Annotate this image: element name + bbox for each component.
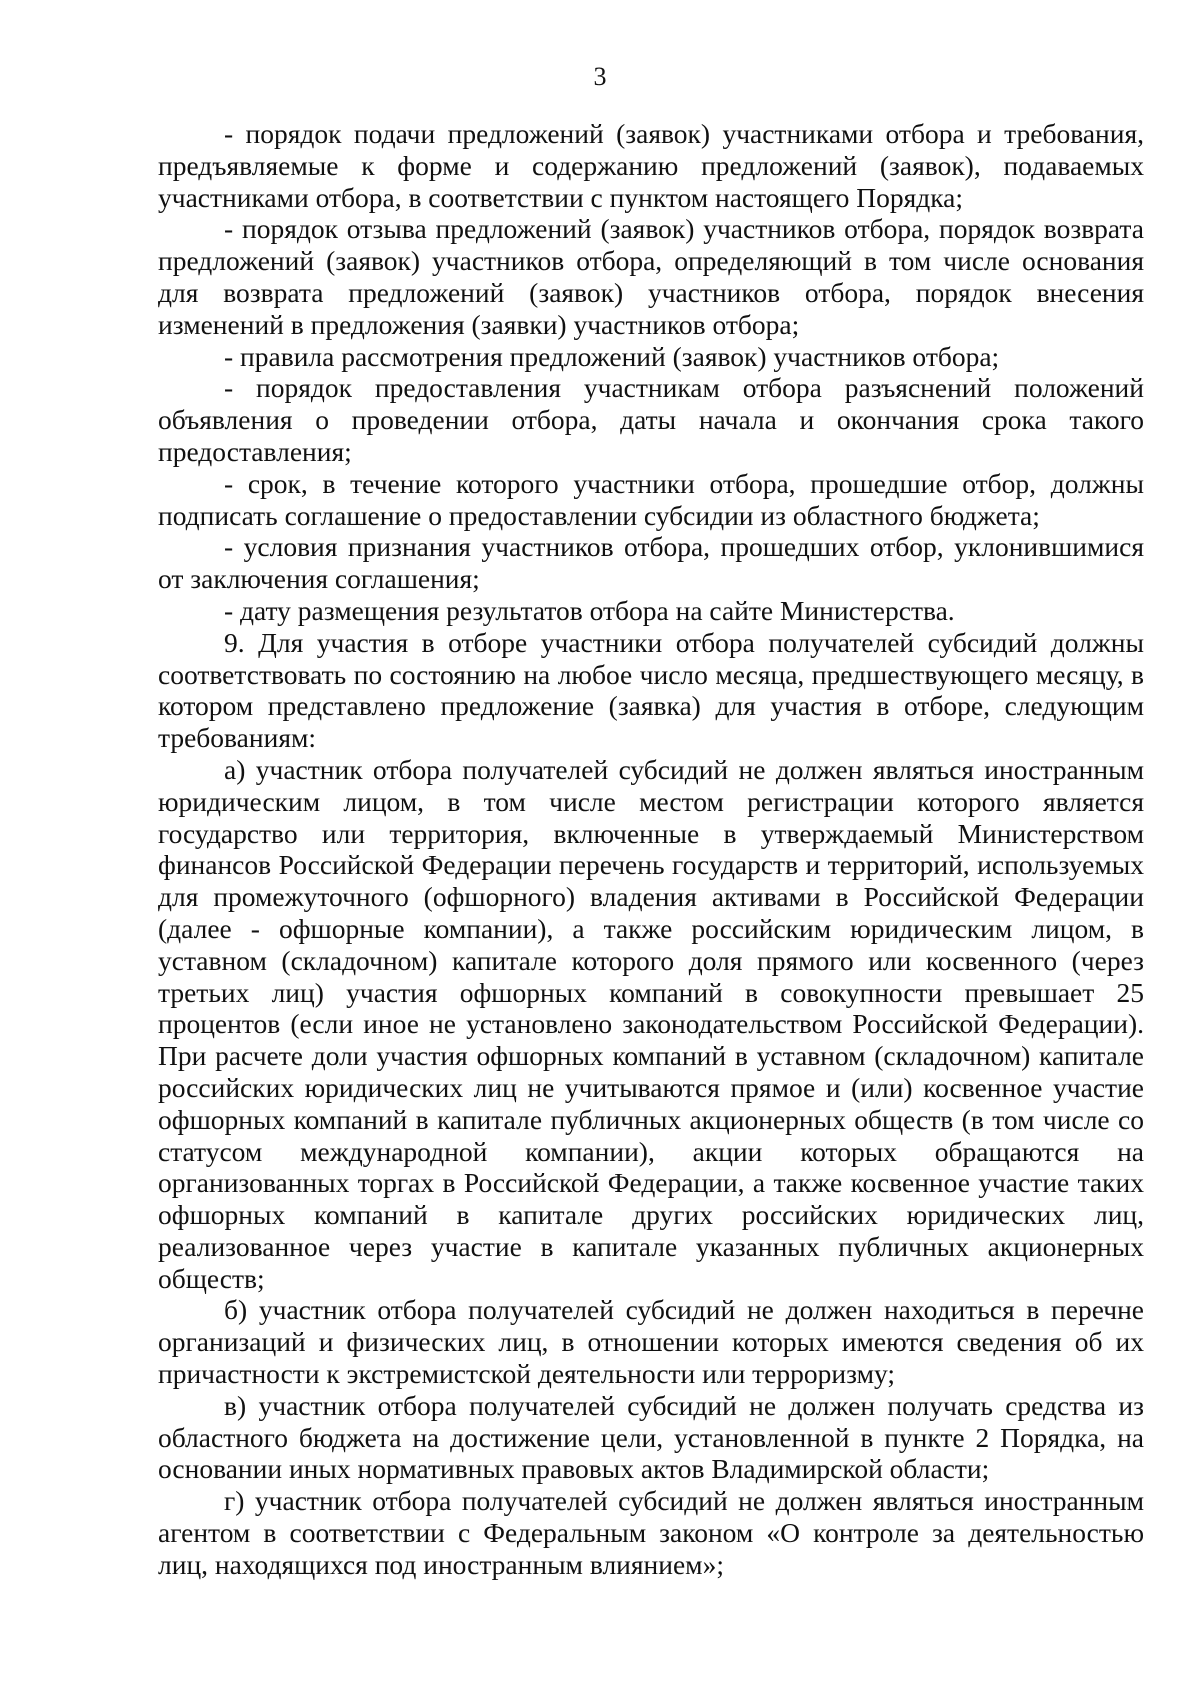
paragraph-item-a: а) участник отбора получателей субсидий не должен являться иностранным юридическим лицом, в том числе местом регистрации которого является государство или территория, включенные в утверждаемый Министерством финансов Российской Федерации перечень государств и территорий, используемых для промежуточного (офшорного) владения активами в Российской Федерации (далее - офшорные компании), а также российским юридическим лицом, в уставном (складочном) капитале которого доля прямого или косвенного (через третьих лиц) участия офшорных компаний в совокупности превышает 25 процентов (если иное не установлено законодательством Российской Федерации). При расчете доли участия офшорных компаний в уставном (складочном) капитале российских юридических лиц не учитываются прямое и (или) косвенное участие офшорных компаний в капитале публичных акционерных обществ (в том числе со статусом международной компании), акции которых обращаются на организованных торгах в Российской Федерации, а также косвенное участие таких офшорных компаний в капитале других российских юридических лиц, реализованное через участие в капитале указанных публичных акционерных обществ;	[158, 753, 1144, 1294]
paragraph-withdrawal-procedure: - порядок отзыва предложений (заявок) участников отбора, порядок возврата предложений (заявок) участников отбора, определяющий в том числе основания для возврата предложений (заявок) участников отбора, порядок внесения изменений в предложения (заявки) участников отбора;	[158, 213, 1144, 340]
paragraph-signing-deadline: - срок, в течение которого участники отбора, прошедшие отбор, должны подписать соглашение о предоставлении субсидии из областного бюджета;	[158, 467, 1144, 531]
paragraph-evasion-conditions: - условия признания участников отбора, прошедших отбор, уклонившимися от заключения соглашения;	[158, 531, 1144, 595]
paragraph-results-date: - дату размещения результатов отбора на сайте Министерства.	[224, 594, 955, 626]
paragraph-application-procedure: - порядок подачи предложений (заявок) участниками отбора и требования, предъявляемые к форме и содержанию предложений (заявок), подаваемых участниками отбора, в соответствии с пунктом настоящего Порядка;	[158, 118, 1144, 213]
paragraph-review-rules: - правила рассмотрения предложений (заявок) участников отбора;	[224, 340, 1000, 372]
paragraph-clarification-procedure: - порядок предоставления участникам отбора разъяснений положений объявления о проведении отбора, даты начала и окончания срока такого предоставления;	[158, 372, 1144, 467]
paragraph-item-b: б) участник отбора получателей субсидий не должен находиться в перечне организаций и физических лиц, в отношении которых имеются сведения об их причастности к экстремистской деятельности или терроризму;	[158, 1294, 1144, 1390]
paragraph-item-9: 9. Для участия в отборе участники отбора получателей субсидий должны соответствовать по состоянию на любое число месяца, предшествующего месяцу, в котором представлено предложение (заявка) для участия в отборе, следующим требованиям:	[158, 626, 1144, 754]
paragraph-item-g: г) участник отбора получателей субсидий не должен являться иностранным агентом в соответствии с Федеральным законом «О контроле за деятельностью лиц, находящихся под иностранным влиянием»;	[158, 1485, 1144, 1580]
page-number: 3	[593, 62, 607, 91]
paragraph-item-v: в) участник отбора получателей субсидий не должен получать средства из областного бюджета на достижение цели, установленной в пункте 2 Порядка, на основании иных нормативных правовых актов Владимирской области;	[158, 1389, 1144, 1485]
document-body	[158, 118, 1144, 1581]
